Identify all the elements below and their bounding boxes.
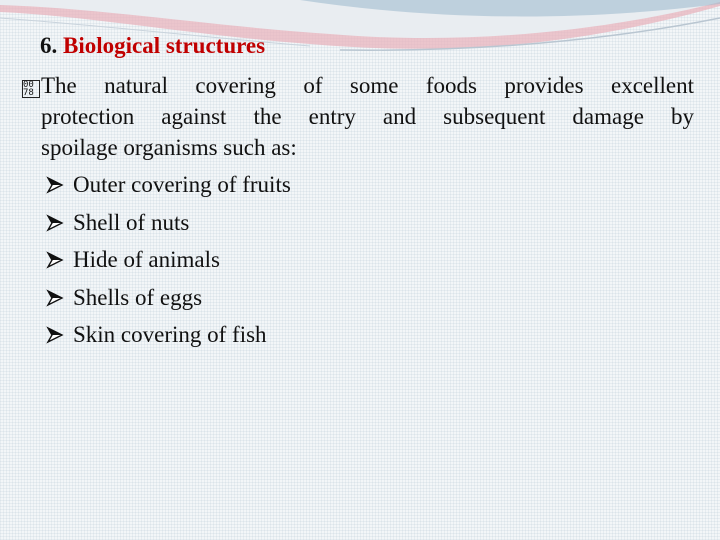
list-item xyxy=(46,241,291,279)
list-item xyxy=(46,279,291,317)
list-item-label: Skin covering of fish xyxy=(73,322,267,347)
list-item xyxy=(46,316,291,354)
arrow-bullet-icon xyxy=(46,251,64,269)
missing-glyph-icon: 00 78 xyxy=(22,80,40,98)
slide-title xyxy=(40,30,265,62)
paragraph-line: 00 78 The natural covering of some foods provides excellent xyxy=(23,73,694,98)
title-text: Biological structures xyxy=(63,33,266,58)
list-item-label: Shells of eggs xyxy=(73,284,203,310)
paragraph-line: protection against the entry and subsequent damage by xyxy=(41,104,694,129)
arrow-bullet-icon xyxy=(46,214,64,232)
bullet-list xyxy=(46,166,291,354)
list-item xyxy=(46,204,291,242)
list-item-label: Hide of animals xyxy=(73,247,220,272)
arrow-bullet-icon xyxy=(46,289,64,307)
arrow-bullet-icon xyxy=(46,176,64,194)
arrow-bullet-icon xyxy=(46,326,64,344)
list-item-label: Outer covering of fruits xyxy=(73,172,291,197)
list-item-label: Shell of nuts xyxy=(73,209,190,235)
paragraph-line: spoilage organisms such as: xyxy=(41,135,297,160)
list-item xyxy=(46,166,291,204)
intro-paragraph xyxy=(22,70,694,163)
title-number: 6. xyxy=(40,33,58,58)
